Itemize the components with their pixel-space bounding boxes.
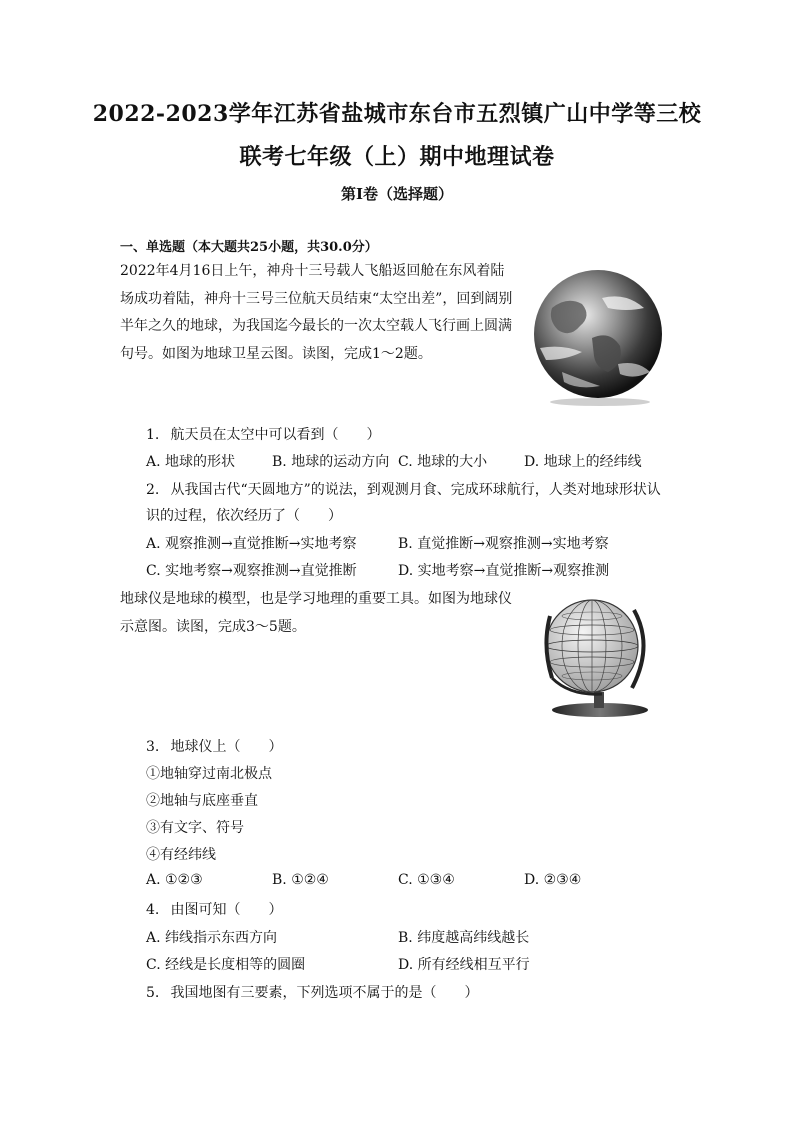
- question-stem-line2: 识的过程，依次经历了（ ）: [146, 508, 342, 524]
- q2-option-a[interactable]: A. 观察推测→直觉推断→实地考察: [146, 536, 357, 552]
- q3-option-c[interactable]: C. ①③④: [398, 872, 455, 888]
- question-number: 2.: [146, 482, 160, 498]
- q2-option-d[interactable]: D. 实地考察→直觉推断→观察推测: [398, 563, 610, 579]
- globe-diagram-image: [530, 596, 670, 720]
- q4-option-c[interactable]: C. 经线是长度相等的圆圈: [146, 957, 306, 973]
- q1-option-c[interactable]: C. 地球的大小: [398, 454, 488, 470]
- question-stem: 我国地图有三要素，下列选项不属于的是（ ）: [170, 985, 479, 1001]
- volume-heading: 第Ⅰ卷（选择题）: [340, 185, 454, 203]
- question-number: 3.: [146, 739, 160, 755]
- question-1: [146, 424, 380, 444]
- question-number: 4.: [146, 902, 160, 918]
- question-stem: 由图可知（ ）: [170, 902, 283, 918]
- material2-paragraph: [120, 586, 520, 641]
- q4-option-d[interactable]: D. 所有经线相互平行: [398, 957, 530, 973]
- q3-statement-2: ②地轴与底座垂直: [146, 793, 258, 809]
- question-4: [146, 899, 282, 919]
- q3-option-a[interactable]: A. ①②③: [146, 872, 203, 888]
- earth-satellite-image: [522, 268, 678, 408]
- q1-option-a[interactable]: A. 地球的形状: [146, 454, 236, 470]
- q3-statement-4: ④有经纬线: [146, 847, 216, 863]
- material1-line: 2022年4月16日上午，神舟十三号载人飞船返回舱在东风着陆: [120, 263, 505, 279]
- material1-line: 场成功着陆，神舟十三号三位航天员结束“太空出差”，回到阔别: [120, 290, 513, 307]
- q2-option-b[interactable]: B. 直觉推断→观察推测→实地考察: [398, 536, 609, 552]
- q3-statement-1: ①地轴穿过南北极点: [146, 766, 272, 782]
- question-2: [146, 479, 661, 499]
- q4-option-a[interactable]: A. 纬线指示东西方向: [146, 930, 278, 946]
- material2-line: 示意图。读图，完成3～5题。: [120, 618, 306, 635]
- q3-statement-3: ③有文字、符号: [146, 820, 244, 836]
- material1-line: 半年之久的地球，为我国迄今最长的一次太空载人飞行画上圆满: [120, 318, 512, 334]
- question-2-cont: [146, 505, 342, 525]
- question-number: 1.: [146, 427, 160, 443]
- q1-option-b[interactable]: B. 地球的运动方向: [272, 454, 390, 470]
- q1-option-d[interactable]: D. 地球上的经纬线: [524, 454, 642, 470]
- question-5: [146, 982, 478, 1002]
- question-stem-line1: 从我国古代“天圆地方”的说法，到观测月食、完成环球航行，人类对地球形状认: [170, 482, 661, 498]
- q3-option-d[interactable]: D. ②③④: [524, 872, 582, 888]
- material1-paragraph: [120, 258, 520, 368]
- material1-line: 句号。如图为地球卫星云图。读图，完成1～2题。: [120, 345, 432, 362]
- question-number: 5.: [146, 985, 160, 1001]
- exam-title-line1: 2022-2023学年江苏省盐城市东台市五烈镇广山中学等三校: [92, 101, 702, 127]
- section-heading: 一、单选题（本大题共25小题，共30.0分）: [120, 240, 378, 255]
- exam-title-line2: 联考七年级（上）期中地理试卷: [239, 144, 555, 170]
- q3-option-b[interactable]: B. ①②④: [272, 872, 329, 888]
- question-3: [146, 736, 282, 756]
- material2-line: 地球仪是地球的模型，也是学习地理的重要工具。如图为地球仪: [120, 591, 512, 607]
- question-stem: 地球仪上（ ）: [170, 739, 283, 755]
- question-stem: 航天员在太空中可以看到（ ）: [170, 427, 381, 443]
- q2-option-c[interactable]: C. 实地考察→观察推测→直觉推断: [146, 563, 357, 579]
- q4-option-b[interactable]: B. 纬度越高纬线越长: [398, 930, 530, 946]
